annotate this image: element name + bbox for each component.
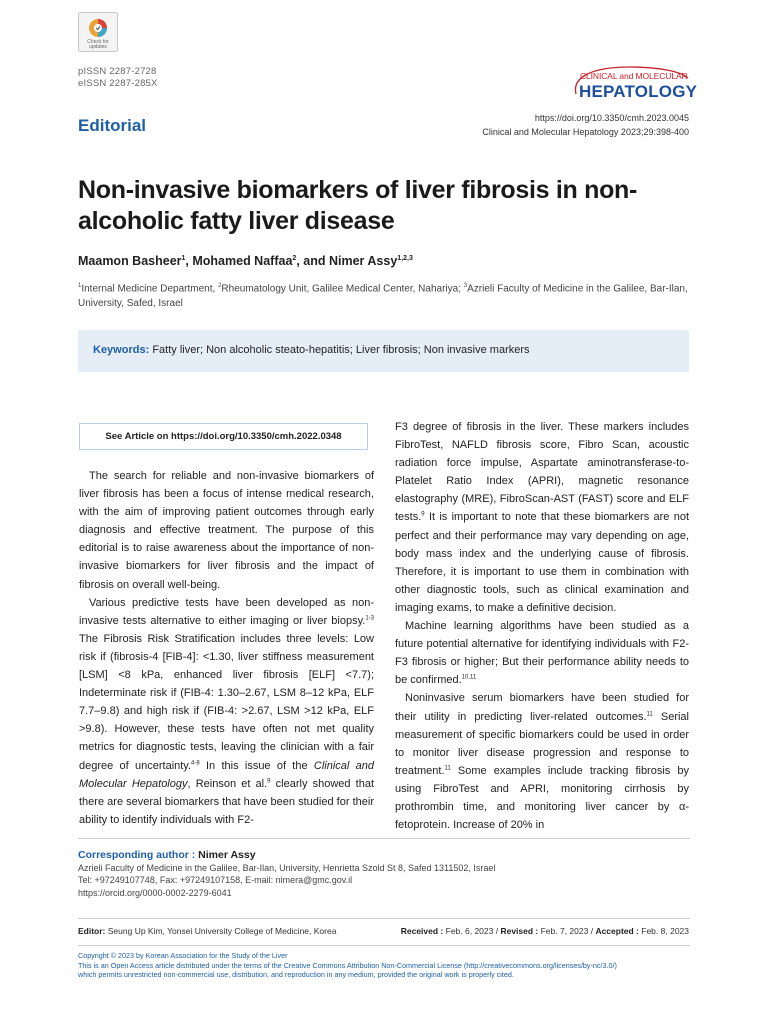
- affiliation-text: Rheumatology Unit, Galilee Medical Center, Nahariya;: [221, 283, 464, 295]
- body-paragraph: [395, 689, 689, 834]
- author-affiliation-mark: 1: [181, 254, 186, 262]
- author-name: Nimer Assy: [328, 254, 398, 268]
- author-affiliation-mark: 2: [292, 254, 297, 262]
- print-issn: pISSN 2287-2728: [78, 66, 157, 77]
- corresponding-author-address: Azrieli Faculty of Medicine in the Galilee, Bar-Ilan, University, Henrietta Szold St 8, Safed 1311502, Israel: [78, 862, 496, 873]
- body-column-right: [395, 418, 689, 834]
- author-separator: ,: [185, 254, 193, 268]
- check-for-updates-label: Check for updates: [87, 39, 109, 50]
- body-paragraph: [395, 418, 689, 617]
- author-name: Maamon Basheer: [78, 254, 182, 268]
- editor-divider: [78, 918, 690, 919]
- electronic-issn: eISSN 2287-285X: [78, 78, 158, 89]
- body-paragraph: [79, 594, 374, 829]
- footer-divider: [78, 838, 690, 839]
- accepted-date: Feb. 8, 2023: [638, 926, 689, 936]
- logo-bottom-text: HEPATOLOGY: [579, 82, 698, 101]
- received-date: Feb. 6, 2023 /: [443, 926, 501, 936]
- affiliation-mark: 3: [463, 283, 468, 289]
- body-text: It is important to note that these biomarkers are not perfect and their performance may vary depending on age, body mass index and the underlying cause of fibrosis. Therefore, it is important to use them in combination with other diagnostic tools, such as clinical examination and imaging exams, to make a definitive decision.: [395, 511, 689, 614]
- journal-name: Clinical and Molecular Hepatology: [79, 759, 374, 790]
- citation-ref: 4-8: [191, 759, 200, 766]
- body-text: Machine learning algorithms have been studied as a future potential alternative for identifying individuals with F2-F3 fibrosis or higher; But their performance ability needs to be confirmed.: [395, 620, 689, 687]
- citation-ref: 1-3: [365, 615, 374, 622]
- body-paragraph: [395, 617, 689, 689]
- citation-ref: 10,11: [461, 674, 477, 681]
- corresponding-author-name: Nimer Assy: [198, 849, 256, 861]
- affiliation-text: Azrieli Faculty of Medicine in the Galilee, Bar-Ilan, University, Safed, Israel: [78, 283, 688, 310]
- editor-line: [78, 926, 336, 936]
- citation-ref: 9: [421, 511, 425, 518]
- citation-ref: 11: [646, 710, 653, 717]
- accepted-label: Accepted :: [595, 926, 639, 936]
- keywords-text: Fatty liver; Non alcoholic steato-hepatitis; Liver fibrosis; Non invasive markers: [152, 344, 530, 356]
- check-for-updates-badge[interactable]: [78, 12, 118, 52]
- copyright-line: Copyright © 2023 by Korean Association for the Study of the Liver: [78, 951, 288, 960]
- body-text: The Fibrosis Risk Stratification includes three levels: Low risk if (fibrosis-4 [FIB-4]: <1.30, liver stiffness measurement [LSM] <8 kPa, enhanced liver fibrosis [ELF] <7.7); Indeterminate risk if (FIB-4: 1.30–2.67, LSM 8–12 kPa, ELF 7.7–9.8) and high risk if (FIB-4: >2.67, LSM >12 kPa, ELF >9.8). However, these tests have often not met quality metrics for diagnostic tests, leaving the clinician with a fair degree of uncertainty.: [79, 632, 374, 772]
- body-text: F3 degree of fibrosis in the liver. These markers includes FibroTest, NAFLD fibrosis score, Fibro Scan, acoustic radiation force impulse, Aspartate aminotransferase-to-Platelet Ratio Index (APRI), magnetic resonance elastography (MRE), FibroScan-AST (FAST) score and ELF tests.: [395, 421, 689, 524]
- affiliation-mark: 2: [218, 283, 222, 289]
- keywords-label: Keywords:: [93, 344, 150, 356]
- logo-top-text: CLINICAL and MOLECULAR: [580, 71, 688, 81]
- corresponding-author-contact: Tel: +97249107748, Fax: +97249107158, E-mail: nimera@gmc.gov.il: [78, 875, 353, 885]
- affiliation-mark: 1: [78, 283, 82, 289]
- body-paragraph: [79, 467, 374, 594]
- body-text: Various predictive tests have been developed as non-invasive tests alternative to either imaging or liver biopsy.: [79, 596, 374, 627]
- author-affiliation-mark: 1,2,3: [397, 254, 413, 262]
- corresponding-author-label: Corresponding author :: [78, 849, 199, 861]
- copyright-divider: [78, 945, 690, 946]
- section-label: Editorial: [78, 116, 147, 135]
- see-article-link[interactable]: See Article on https://doi.org/10.3350/cmh.2022.0348: [79, 423, 368, 450]
- author-separator: , and: [296, 254, 329, 268]
- citation-ref: 9: [267, 777, 271, 784]
- received-label: Received :: [400, 926, 444, 936]
- body-text: clearly showed that there are several biomarkers that have been studied for their ability to identify individuals with F2-: [79, 777, 375, 826]
- affiliation-text: Internal Medicine Department,: [81, 283, 219, 295]
- author-list: [78, 254, 413, 268]
- article-dates: [401, 926, 689, 936]
- journal-logo: [570, 64, 698, 104]
- author-name: Mohamed Naffaa: [192, 254, 293, 268]
- revised-label: Revised :: [500, 926, 539, 936]
- doi-link[interactable]: https://doi.org/10.3350/cmh.2023.0045: [534, 113, 689, 123]
- body-text: Some examples include tracking fibrosis by using FibroTest and APRI, monitoring cirrhosis by prothrombin time, and monitoring liver cancer by α-fetoprotein. Increase of 20% in: [395, 764, 689, 832]
- license-terms-line: which permits unrestricted non-commercial use, distribution, and reproduction in any medium, provided the original work is properly cited.: [78, 970, 514, 980]
- keywords-box: [78, 330, 689, 372]
- copyright-block: [78, 951, 698, 980]
- citation-ref: 11: [444, 765, 451, 772]
- corresponding-author-orcid[interactable]: https://orcid.org/0000-0002-2279-6041: [78, 887, 232, 898]
- body-text: Noninvasive serum biomarkers have been studied for their utility in predicting liver-related outcomes.: [395, 692, 689, 723]
- body-column-left: [79, 467, 374, 829]
- body-text: Serial measurement of specific biomarkers could be used in order to monitor liver disease progression and response to treatment.: [395, 710, 689, 777]
- editor-label: Editor:: [78, 926, 106, 936]
- body-text: , Reinson et al.: [187, 777, 268, 790]
- affiliations: [78, 279, 690, 311]
- corresponding-author-block: [78, 849, 690, 899]
- article-title: Non-invasive biomarkers of liver fibrosis in non-alcoholic fatty liver disease: [78, 176, 638, 235]
- revised-date: Feb. 7, 2023 /: [538, 926, 596, 936]
- corresponding-author-heading: [78, 849, 690, 862]
- license-line[interactable]: This is an Open Access article distributed under the terms of the Creative Commons Attribution Non-Commercial License (http://creativecommons.org/licenses/by-nc/3.0/): [78, 960, 617, 970]
- editor-text: Seung Up Kim, Yonsei University College of Medicine, Korea: [105, 926, 337, 936]
- check-for-updates-icon: [87, 17, 109, 39]
- citation: Clinical and Molecular Hepatology 2023;29:398-400: [482, 127, 689, 137]
- body-text: In this issue of the: [199, 759, 314, 772]
- body-text: The search for reliable and non-invasive biomarkers of liver fibrosis has been a focus of intense medical research, with the aim of improving patient outcomes through early diagnosis and effective treatment. The purpose of this editorial is to raise awareness about the importance of non-invasive biomarkers for liver fibrosis and the impact of fibrosis on overall well-being.: [79, 470, 374, 591]
